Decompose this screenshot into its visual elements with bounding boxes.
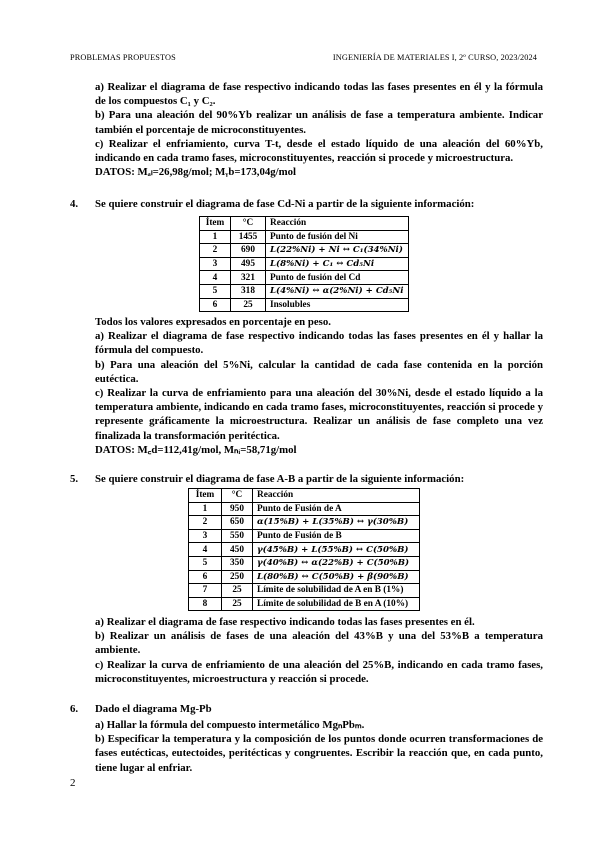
q5-table: [188, 488, 420, 611]
cell-item: 5: [189, 556, 222, 570]
col-item: Ítem: [189, 489, 222, 503]
cell-reaction: γ(45%B) + L(55%B) ↔ C(50%B): [253, 543, 420, 557]
cell-item: 1: [200, 230, 231, 244]
q5-b: b) Realizar un análisis de fases de una aleación del 43%B y una del 53%B a temperatura ambiente.: [95, 630, 543, 657]
cell-item: 6: [200, 298, 231, 312]
q5-number: 5.: [70, 473, 79, 485]
cell-temp: 690: [231, 244, 266, 258]
cell-item: 2: [200, 244, 231, 258]
intro-datos: DATOS: Mₐₗ=26,98g/mol; Mᵧb=173,04g/mol: [95, 166, 297, 179]
header-left: PROBLEMAS PROPUESTOS: [70, 53, 176, 62]
col-reaction: Reacción: [253, 489, 420, 503]
cell-temp: 321: [231, 271, 266, 285]
q6-b: b) Especificar la temperatura y la composición de los puntos donde ocurren transformaciones de fases eutécticas, eutectoides, peritécticas y congruentes. Escribir la reacción que, en cada punto, tiene lugar al enfriar.: [95, 733, 543, 774]
cell-reaction: γ(40%B) ↔ α(22%B) + C(50%B): [253, 556, 420, 570]
q5-body: [95, 615, 543, 686]
col-reaction: Reacción: [266, 217, 409, 231]
q5-c: c) Realizar la curva de enfriamiento de una aleación del 25%B, indicando en cada tramo fases, microconstituyentes, microestructura y reacción si procede.: [95, 658, 543, 685]
cell-reaction: Punto de Fusión de A: [253, 502, 420, 516]
cell-temp: 25: [222, 584, 253, 598]
table-row: [200, 298, 409, 312]
q5-title: Se quiere construir el diagrama de fase A-B a partir de la siguiente información:: [95, 473, 465, 485]
table-row: [200, 284, 409, 298]
cell-item: 3: [200, 257, 231, 271]
col-temp: °C: [231, 217, 266, 231]
cell-reaction: L(22%Ni) + Ni ↔ C₁(34%Ni): [266, 244, 409, 258]
cell-temp: 495: [231, 257, 266, 271]
cell-reaction: L(80%B) ↔ C(50%B) + β(90%B): [253, 570, 420, 584]
cell-temp: 650: [222, 516, 253, 530]
q4-note: Todos los valores expresados en porcentaje en peso.: [95, 316, 331, 328]
cell-temp: 318: [231, 284, 266, 298]
cell-reaction: Punto de Fusión de B: [253, 529, 420, 543]
q4-table: [199, 216, 409, 312]
cell-temp: 350: [222, 556, 253, 570]
q5-a: a) Realizar el diagrama de fase respectivo indicando todas las fases presentes en él.: [95, 616, 475, 628]
cell-item: 8: [189, 597, 222, 611]
cell-reaction: α(15%B) + L(35%B) ↔ γ(30%B): [253, 516, 420, 530]
cell-item: 7: [189, 584, 222, 598]
table-row: [189, 584, 420, 598]
table-row: [189, 570, 420, 584]
cell-reaction: L(8%Ni) + C₁ ↔ Cd₅Ni: [266, 257, 409, 271]
q4-number: 4.: [70, 198, 79, 210]
intro-block: [95, 80, 543, 179]
table-row: [189, 516, 420, 530]
cell-temp: 450: [222, 543, 253, 557]
col-temp: °C: [222, 489, 253, 503]
q6-a: a) Hallar la fórmula del compuesto intermetálico MgₙPbₘ.: [95, 719, 365, 731]
cell-item: 3: [189, 529, 222, 543]
cell-temp: 1455: [231, 230, 266, 244]
table-row: [189, 597, 420, 611]
cell-item: 4: [189, 543, 222, 557]
table-row: [189, 556, 420, 570]
intro-c: c) Realizar el enfriamiento, curva T-t, desde el estado líquido de una aleación del 60%Yb, indicando en cada tramo fases, microconstituyentes, reacción si procede y microestructura.: [95, 137, 543, 165]
cell-temp: 25: [231, 298, 266, 312]
table-row: [200, 244, 409, 258]
cell-item: 2: [189, 516, 222, 530]
cell-item: 4: [200, 271, 231, 285]
cell-temp: 950: [222, 502, 253, 516]
table-header-row: [189, 489, 420, 503]
table-header-row: [200, 217, 409, 231]
q6-number: 6.: [70, 703, 79, 715]
q6-title: Dado el diagrama Mg-Pb: [95, 703, 212, 715]
table-row: [189, 543, 420, 557]
table-row: [200, 271, 409, 285]
intro-a: a) Realizar el diagrama de fase respectivo indicando todas las fases presentes en él y la fórmula de los compuestos C₁ y C₂.: [95, 81, 543, 108]
cell-reaction: Punto de fusión del Ni: [266, 230, 409, 244]
q4-datos: DATOS: M꜀d=112,41g/mol, Mₙᵢ=58,71g/mol: [95, 443, 297, 456]
cell-temp: 25: [222, 597, 253, 611]
q6-body: [95, 718, 543, 775]
cell-reaction: L(4%Ni) ↔ α(2%Ni) + Cd₅Ni: [266, 284, 409, 298]
header-right: INGENIERÍA DE MATERIALES I, 2º CURSO, 2023/2024: [332, 53, 537, 62]
table-row: [200, 230, 409, 244]
cell-reaction: Límite de solubilidad de A en B (1%): [253, 584, 420, 598]
cell-item: 1: [189, 502, 222, 516]
col-item: Ítem: [200, 217, 231, 231]
cell-temp: 550: [222, 529, 253, 543]
cell-item: 6: [189, 570, 222, 584]
cell-reaction: Punto de fusión del Cd: [266, 271, 409, 285]
q4-b: b) Para una aleación del 5%Ni, calcular la cantidad de cada fase contenida en la porción eutéctica.: [95, 358, 543, 385]
cell-item: 5: [200, 284, 231, 298]
table-row: [189, 529, 420, 543]
cell-reaction: Insolubles: [266, 298, 409, 312]
page-number: 2: [70, 777, 76, 789]
table-row: [200, 257, 409, 271]
q4-body: [95, 315, 543, 457]
table-row: [189, 502, 420, 516]
cell-reaction: Límite de solubilidad de B en A (10%): [253, 597, 420, 611]
q4-a: a) Realizar el diagrama de fase respectivo indicando todas las fases presentes en él y hallar la fórmula del compuesto.: [95, 330, 543, 357]
cell-temp: 250: [222, 570, 253, 584]
q4-title: Se quiere construir el diagrama de fase Cd-Ni a partir de la siguiente información:: [95, 198, 475, 210]
intro-b: b) Para una aleación del 90%Yb realizar un análisis de fase a temperatura ambiente. Indicar también el porcentaje de microconstituyentes.: [95, 109, 543, 136]
q4-c: c) Realizar la curva de enfriamiento para una aleación del 30%Ni, desde el estado líquido a la temperatura ambiente, indicando en cada tramo fases, microconstituyentes, reacción si procede y represente gráficamente la microestructura. Realizar un análisis de fase completo una vez finalizada la transformación peritéctica.: [95, 387, 543, 442]
